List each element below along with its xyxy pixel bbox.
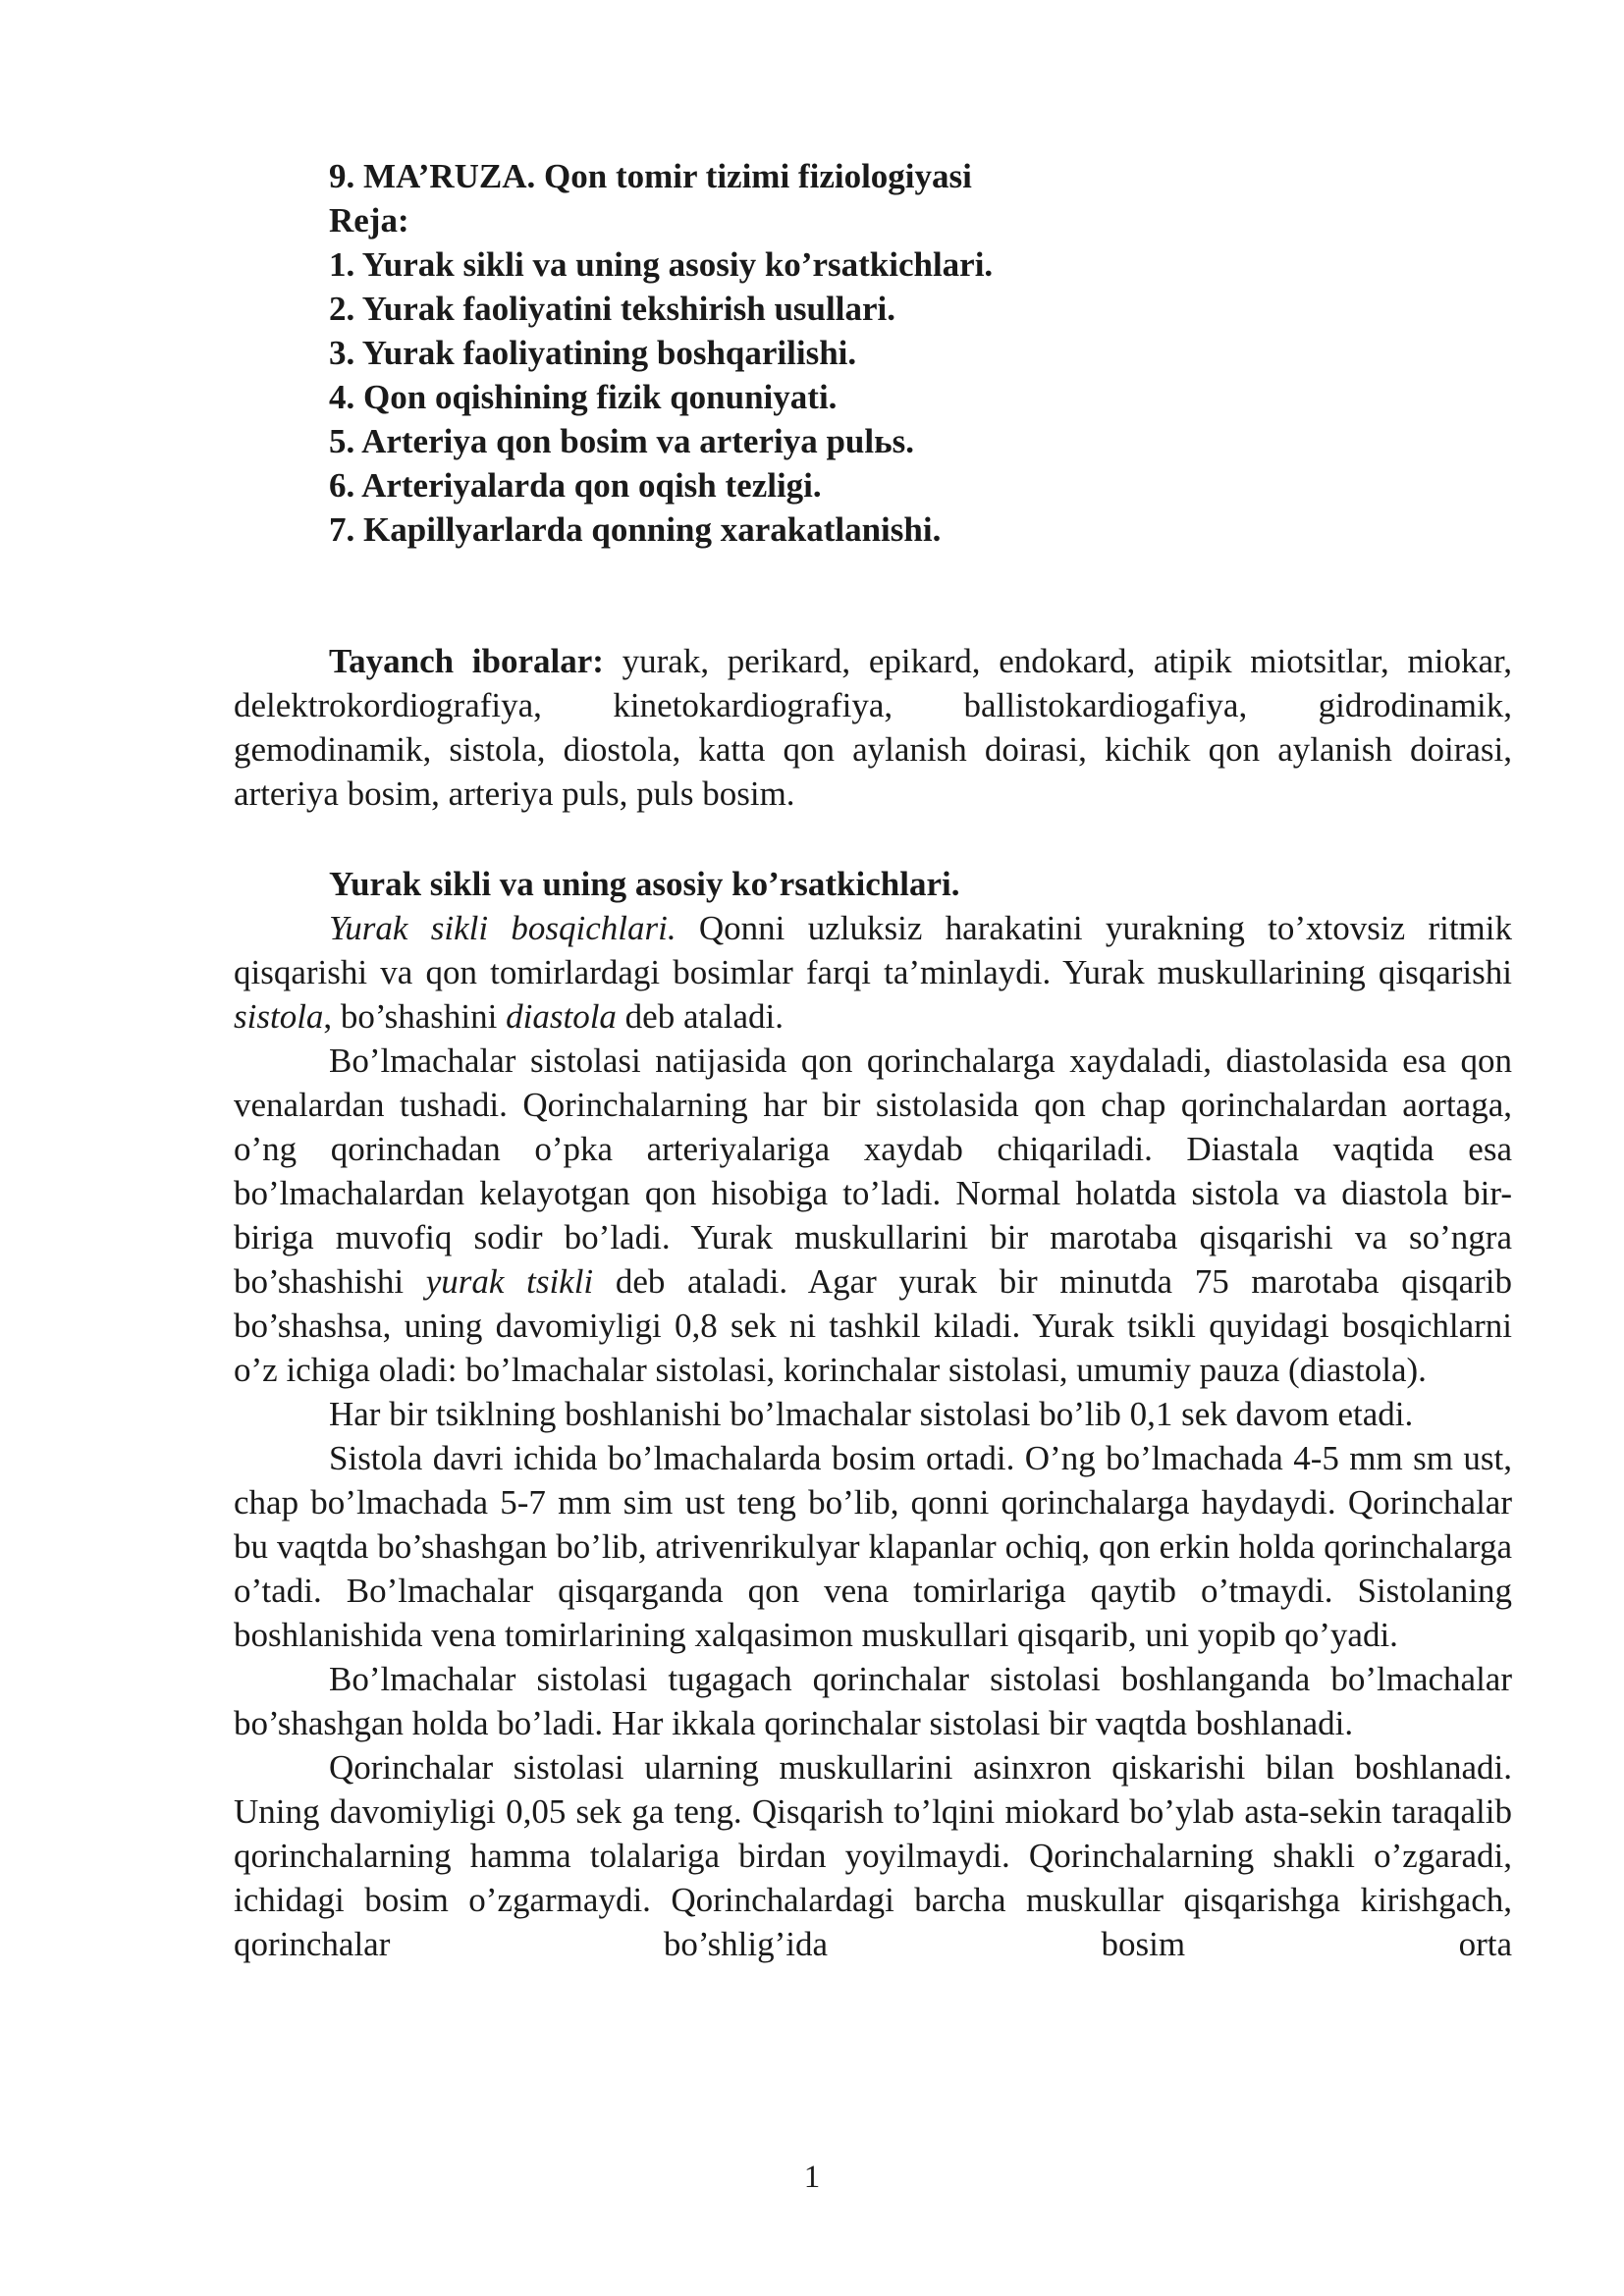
- paragraph: Bo’lmachalar sistolasi tugagach qorinchalar sistolasi boshlanganda bo’lmachalar bo’shashgan holda bo’ladi. Har ikkala qorinchalar sistolasi bir vaqtda boshlanadi.: [234, 1660, 1512, 1742]
- italic-lead: Yurak sikli bosqichlari.: [329, 909, 677, 947]
- paragraph-text: Qonni uzluksiz harakatini yurakning to’xtovsiz ritmik qisqarishi va qon tomirlardagi bosimlar farqi ta’minlaydi. Yurak muskullarining qisqarishi: [234, 909, 1512, 991]
- plan-item: 6. Arteriyalarda qon oqish tezligi.: [329, 466, 822, 505]
- lecture-title: 9. MA’RUZA. Qon tomir tizimi fiziologiyasi: [329, 157, 972, 195]
- page-number: 1: [803, 2160, 821, 2195]
- plan-item: 3. Yurak faoliyatining boshqarilishi.: [329, 334, 857, 372]
- italic-term: yurak tsikli: [425, 1262, 594, 1301]
- keywords-label: Tayanch iboralar:: [329, 642, 604, 680]
- plan-item: 1. Yurak sikli va uning asosiy ko’rsatkichlari.: [329, 245, 994, 284]
- plan-item: 2. Yurak faoliyatini tekshirish usullari.: [329, 290, 895, 328]
- paragraph: [234, 906, 1512, 1039]
- keywords-paragraph: [234, 639, 1512, 816]
- paragraph: Sistola davri ichida bo’lmachalarda bosim ortadi. O’ng bo’lmachada 4-5 mm sm ust, chap bo’lmachada 5-7 mm sim ust teng bo’lib, qonni qorinchalarga haydaydi. Qorinchalar bu vaqtda bo’shashgan bo’lib, atrivenrikulyar klapanlar ochiq, qon erkin holda qorinchalarga o’tadi. Bo’lmachalar qisqarganda qon vena tomirlariga qaytib o’tmaydi. Sistolaning boshlanishida vena tomirlarining xalqasimon muskullari qisqarib, uni yopib qo’yadi.: [234, 1439, 1512, 1654]
- plan-item: 7. Kapillyarlarda qonning xarakatlanishi.: [329, 510, 942, 549]
- paragraph-text: , bo’shashini: [323, 997, 507, 1036]
- plan-label: Reja:: [329, 201, 409, 240]
- section-body: [234, 862, 1512, 1966]
- paragraph-text: Bo’lmachalar sistolasi natijasida qon qorinchalarga xaydaladi, diastolasida esa qon venalardan tushadi. Qorinchalarning har bir sistolasida qon chap qorinchalardan aortaga, o’ng qorinchadan o’pka arteriyalariga xaydab chiqariladi. Diastala vaqtida esa bo’lmachalardan kelayotgan qon hisobiga to’ladi. Normal holatda sistola va diastola bir-biriga muvofiq sodir bo’ladi. Yurak muskullarini bir marotaba qisqarishi va so’ngra bo’shashishi: [234, 1041, 1512, 1301]
- italic-term: sistola: [234, 997, 324, 1036]
- keywords-text: yurak, perikard, epikard, endokard, atipik miotsitlar, miokar, delektrokordiografiya, kinetokardiografiya, ballistokardiogafiya, gidrodinamik, gemodinamik, sistola, diostola, katta qon aylanish doirasi, kichik qon aylanish doirasi, arteriya bosim, arteriya puls, puls bosim.: [234, 642, 1512, 813]
- lecture-heading-block: [329, 154, 1311, 552]
- plan-item: 4. Qon oqishining fizik qonuniyati.: [329, 378, 838, 416]
- section-title: Yurak sikli va uning asosiy ko’rsatkichlari.: [329, 865, 960, 903]
- paragraph: Har bir tsiklning boshlanishi bo’lmachalar sistolasi bo’lib 0,1 sek davom etadi.: [329, 1395, 1414, 1433]
- paragraph-text: deb ataladi.: [616, 997, 784, 1036]
- plan-item: 5. Arteriya qon bosim va arteriya pulьs.: [329, 422, 914, 460]
- italic-term: diastola: [506, 997, 617, 1036]
- paragraph-text: deb ataladi. Agar yurak bir minutda 75 marotaba qisqarib bo’shashsa, uning davomiyligi 0,8 sek ni tashkil kiladi. Yurak tsikli quyidagi bosqichlarni o’z ichiga oladi: bo’lmachalar sistolasi, korinchalar sistolasi, umumiy pauza (diastola).: [234, 1262, 1513, 1389]
- paragraph: [234, 1039, 1512, 1392]
- paragraph: Qorinchalar sistolasi ularning muskullarini asinxron qiskarishi bilan boshlanadi. Uning davomiyligi 0,05 sek ga teng. Qisqarish to’lqini miokard bo’ylab asta-sekin taraqalib qorinchalarning hamma tolalariga birdan yoyilmaydi. Qorinchalarning shakli o’zgaradi, ichidagi bosim o’zgarmaydi. Qorinchalardagi barcha muskullar qisqarishga kirishgach, qorinchalar bo’shlig’ida bosim orta: [234, 1748, 1512, 1963]
